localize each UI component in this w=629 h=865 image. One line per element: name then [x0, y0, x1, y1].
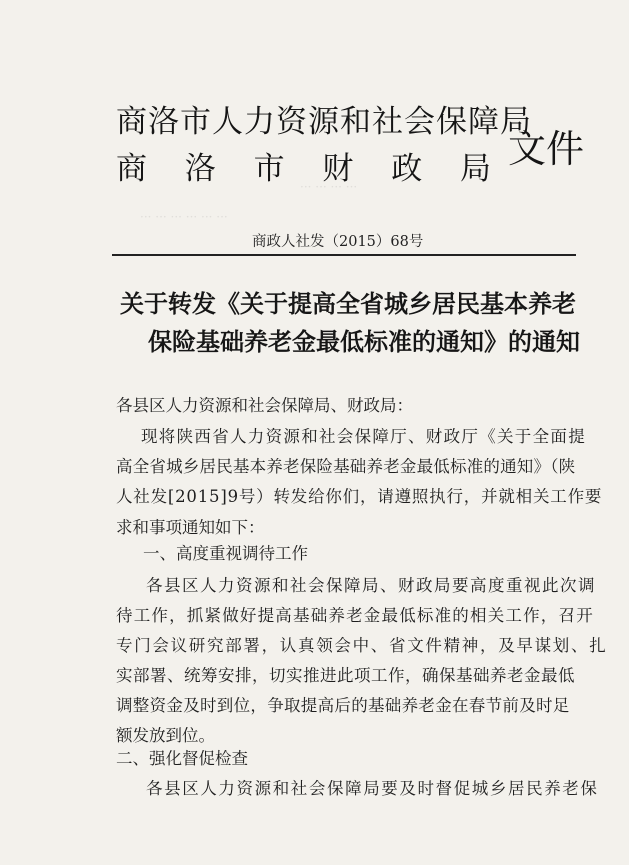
- issuer-2-char: 商: [116, 151, 148, 187]
- section-1-line: 调整资金及时到位，争取提高后的基础养老金在春节前及时足: [116, 696, 570, 715]
- issuer-2-char: 洛: [184, 151, 217, 187]
- salutation: 各县区人力资源和社会保障局、财政局：: [116, 396, 413, 415]
- document-number: 商政人社发（2015）68号: [252, 234, 424, 250]
- document-type-label: 文件: [508, 127, 585, 171]
- section-1-line: 额发放到位。: [116, 726, 215, 745]
- issuer-2-char: 局: [459, 151, 492, 187]
- document-title-line-1: 关于转发《关于提高全省城乡居民基本养老: [120, 289, 576, 318]
- intro-line: 求和事项通知如下：: [116, 518, 265, 537]
- section-1-line: 专门会议研究部署，认真领会中、省文件精神，及早谋划、扎: [116, 636, 608, 655]
- issuer-2-char: 市: [253, 151, 286, 187]
- section-1-heading: 一、高度重视调待工作: [143, 544, 308, 563]
- document-title-line-2: 保险基础养老金最低标准的通知》的通知: [148, 327, 580, 356]
- intro-line: 人社发[2015]9号）转发给你们，请遵照执行，并就相关工作要: [116, 487, 603, 506]
- bleed-through-text: ··· ··· ··· ···: [300, 180, 358, 194]
- header-divider: [112, 254, 576, 256]
- section-1-line: 实部署、统筹安排，切实推进此项工作，确保基础养老金最低: [116, 666, 575, 685]
- intro-line: 现将陕西省人力资源和社会保障厅、财政厅《关于全面提: [141, 427, 586, 446]
- issuer-line-1: 商洛市人力资源和社会保障局: [116, 104, 532, 140]
- section-2-line: 各县区人力资源和社会保障局要及时督促城乡居民养老保: [146, 779, 599, 798]
- section-1-line: 各县区人力资源和社会保障局、财政局要高度重视此次调: [146, 576, 596, 595]
- intro-line: 高全省城乡居民基本养老保险基础养老金最低标准的通知》（陕: [116, 457, 576, 476]
- section-2-heading: 二、强化督促检查: [116, 749, 248, 768]
- issuer-line-2: [116, 143, 492, 188]
- section-1-line: 待工作，抓紧做好提高基础养老金最低标准的相关工作，召开: [116, 606, 594, 625]
- issuer-2-char: 政: [391, 151, 424, 187]
- issuer-2-char: 财: [322, 151, 355, 187]
- bleed-through-text: ··· ··· ··· ··· ··· ···: [140, 210, 228, 224]
